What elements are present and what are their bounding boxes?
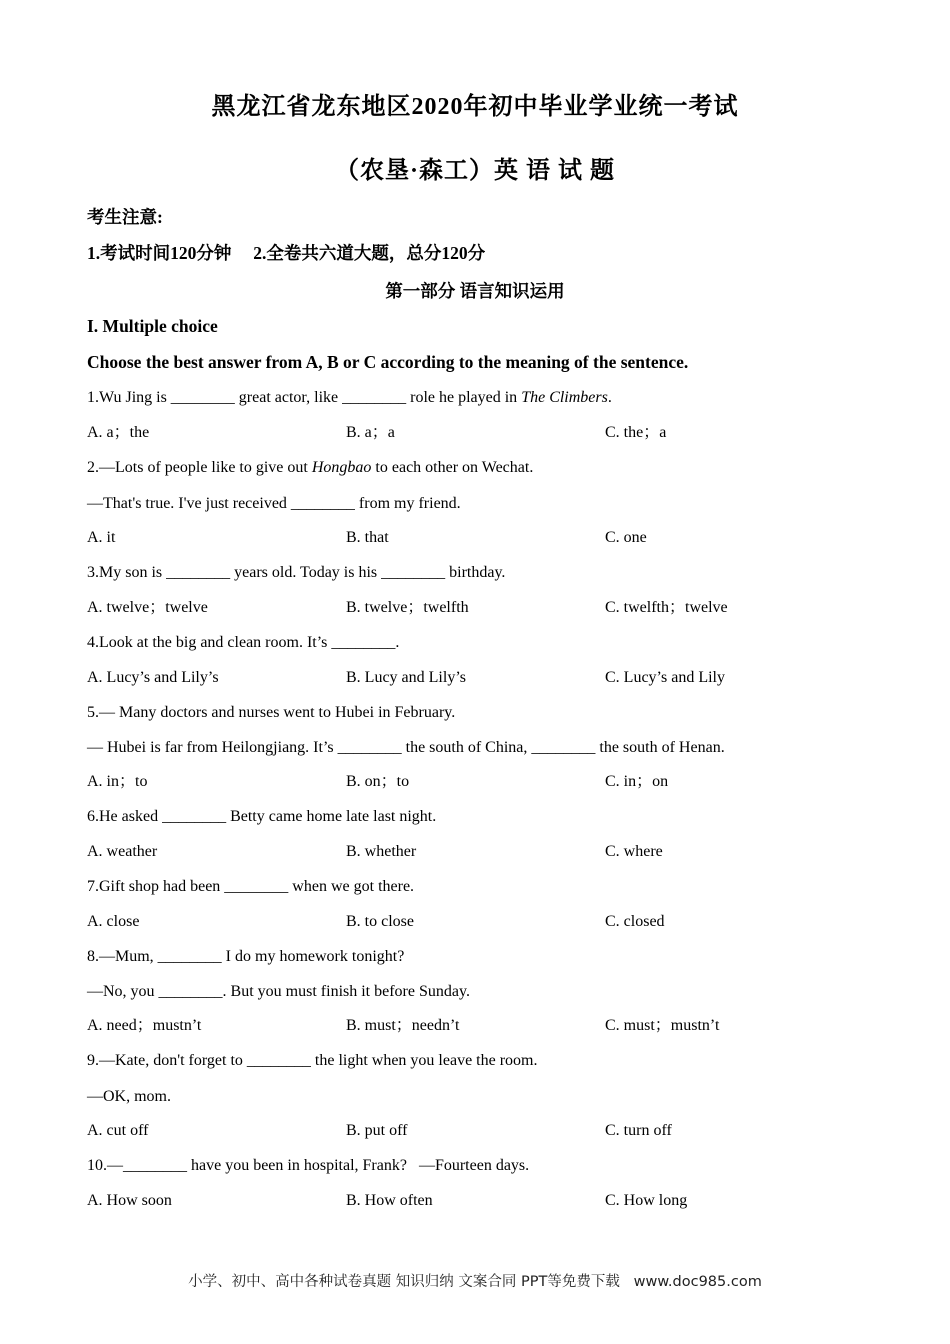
- question-2-option-b: B. that: [346, 529, 389, 546]
- question-4-stem: 4.Look at the big and clean room. It’s ________.: [87, 634, 400, 651]
- exam-title: 黑龙江省龙东地区2020年初中毕业学业统一考试: [211, 94, 739, 120]
- section-instruction: Choose the best answer from A, B or C according to the meaning of the sentence.: [87, 352, 689, 372]
- question-10-option-b: B. How often: [346, 1192, 433, 1209]
- question-10-option-c: C. How long: [605, 1192, 688, 1209]
- question-2-reply: —That's true. I've just received ________ from my friend.: [87, 495, 461, 512]
- question-5-option-c: C. in；on: [605, 773, 669, 790]
- question-2-option-a: A. it: [87, 529, 116, 546]
- section-title: I. Multiple choice: [87, 316, 218, 336]
- question-5-option-a: A. in；to: [87, 773, 148, 790]
- question-9-option-c: C. turn off: [605, 1122, 672, 1139]
- notes-line: 1.考试时间120分钟 2.全卷共六道大题，总分120分: [87, 243, 486, 263]
- question-7-option-a: A. close: [87, 913, 140, 930]
- question-6-stem: 6.He asked ________ Betty came home late last night.: [87, 808, 437, 825]
- question-7-stem: 7.Gift shop had been ________ when we got there.: [87, 878, 415, 895]
- page-footer: 小学、初中、高中各种试卷真题 知识归纳 文案合同 PPT等免费下载 www.doc985.com: [188, 1274, 762, 1290]
- question-3-option-a: A. twelve；twelve: [87, 599, 208, 616]
- question-2-option-c: C. one: [605, 529, 647, 546]
- part-heading: 第一部分 语言知识运用: [385, 281, 565, 301]
- question-7-option-c: C. closed: [605, 913, 665, 930]
- question-9-option-a: A. cut off: [87, 1122, 149, 1139]
- question-4-option-a: A. Lucy’s and Lily’s: [87, 669, 219, 686]
- question-4-option-c: C. Lucy’s and Lily: [605, 669, 725, 686]
- question-5-option-b: B. on；to: [346, 773, 410, 790]
- exam-subtitle: （农垦·森工）英 语 试 题: [334, 158, 615, 184]
- question-10-option-a: A. How soon: [87, 1192, 172, 1209]
- question-1-option-c: C. the；a: [605, 424, 667, 441]
- question-3-stem: 3.My son is ________ years old. Today is his ________ birthday.: [87, 564, 506, 581]
- question-1-option-b: B. a；a: [346, 424, 395, 441]
- question-6-option-b: B. whether: [346, 843, 417, 860]
- question-6-option-c: C. where: [605, 843, 663, 860]
- question-8-reply: —No, you ________. But you must finish it before Sunday.: [87, 983, 470, 1000]
- question-5-reply: — Hubei is far from Heilongjiang. It’s ________ the south of China, ________ the south of Henan.: [87, 739, 725, 756]
- question-8-option-b: B. must；needn’t: [346, 1017, 460, 1034]
- question-7-option-b: B. to close: [346, 913, 414, 930]
- question-3-option-b: B. twelve；twelfth: [346, 599, 469, 616]
- question-8-stem: 8.—Mum, ________ I do my homework tonight?: [87, 948, 405, 965]
- question-5-stem: 5.— Many doctors and nurses went to Hubei in February.: [87, 704, 456, 721]
- question-9-option-b: B. put off: [346, 1122, 408, 1139]
- question-6-option-a: A. weather: [87, 843, 158, 860]
- question-3-option-c: C. twelfth；twelve: [605, 599, 728, 616]
- question-8-option-a: A. need；mustn’t: [87, 1017, 202, 1034]
- question-2-stem: 2.—Lots of people like to give out Hongbao to each other on Wechat.: [87, 459, 534, 476]
- question-10-stem: 10.—________ have you been in hospital, Frank? —Fourteen days.: [87, 1157, 530, 1174]
- question-4-option-b: B. Lucy and Lily’s: [346, 669, 466, 686]
- question-1-stem: 1.Wu Jing is ________ great actor, like ________ role he played in The Climbers.: [87, 389, 612, 406]
- question-8-option-c: C. must；mustn’t: [605, 1017, 720, 1034]
- question-9-stem: 9.—Kate, don't forget to ________ the light when you leave the room.: [87, 1052, 538, 1069]
- question-9-reply: —OK, mom.: [87, 1088, 171, 1105]
- notes-label: 考生注意:: [87, 207, 163, 227]
- question-1-option-a: A. a；the: [87, 424, 150, 441]
